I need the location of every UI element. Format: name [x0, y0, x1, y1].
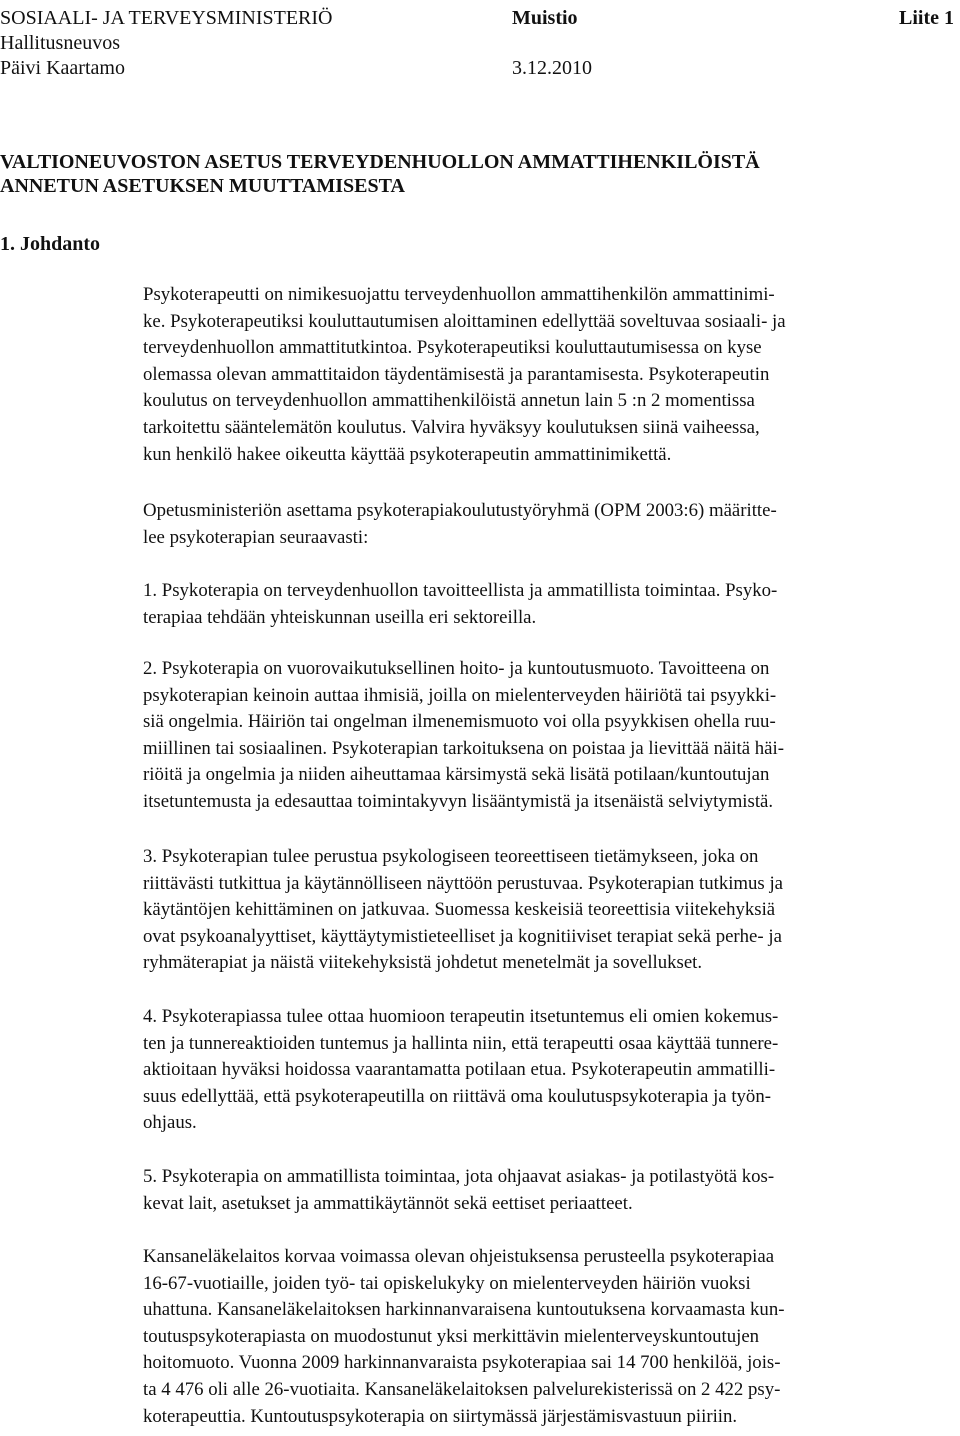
section-heading: 1. Johdanto: [0, 233, 101, 255]
definition-item-5: [143, 1164, 959, 1217]
text-line: toutuspsykoterapiasta on muodostunut yksi merkittävin mielenterveyskuntoutujen: [143, 1325, 760, 1347]
text-line: terapiaa tehdään yhteiskunnan useilla eri sektoreilla.: [143, 606, 537, 628]
text-line: ryhmäterapiat ja näistä viitekehyksistä johdetut menetelmät ja sovellukset.: [143, 952, 703, 974]
text-line: hoitomuoto. Vuonna 2009 harkinnanvaraista psykoterapiaa sai 14 700 henkilöä, jois-: [143, 1352, 781, 1374]
text-line: lee psykoterapian seuraavasti:: [143, 526, 369, 548]
text-line: 16-67-vuotiaille, joiden työ- tai opiskelukyky on mielenterveyden häiriön vuoksi: [143, 1272, 751, 1294]
text-line: koulutus on terveydenhuollon ammattihenkilöistä annetun lain 5 :n 2 momentissa: [143, 390, 755, 412]
document-date: 3.12.2010: [512, 57, 592, 79]
text-line: ke. Psykoterapeutiksi kouluttautumisen aloittaminen edellyttää soveltuvaa sosiaali- ja: [143, 310, 786, 332]
page-title: [0, 150, 760, 198]
paragraph-intro: [143, 282, 959, 468]
attachment-label: Liite 1: [899, 7, 954, 29]
text-line: Psykoterapeutti on nimikesuojattu terveydenhuollon ammattihenkilön ammattinimi-: [143, 284, 775, 305]
text-line: riittävästi tutkittua ja käytännölliseen näyttöön perustuvaa. Psykoterapian tutkimus ja: [143, 872, 783, 894]
text-line: käytäntöjen kehittäminen on jatkuvaa. Suomessa keskeisiä teoreettisia viitekehyksiä: [143, 899, 776, 921]
definition-item-4: [143, 1004, 959, 1137]
text-line: itsetuntemusta ja edesauttaa toimintakyvyn lisääntymistä ja itsenäistä selviytymistä.: [143, 790, 774, 812]
text-line: terveydenhuollon ammattitutkintoa. Psykoterapeutiksi kouluttautumisessa on kyse: [143, 337, 762, 359]
author-name: Päivi Kaartamo: [0, 57, 125, 79]
organization-name: SOSIAALI- JA TERVEYSMINISTERIÖ: [0, 7, 333, 29]
text-line: 3. Psykoterapian tulee perustua psykologiseen teoreettiseen tietämykseen, joka on: [143, 846, 759, 867]
document-type: Muistio: [512, 7, 578, 29]
text-line: tarkoitettu sääntelemätön koulutus. Valvira hyväksyy koulutuksen siinä vaiheessa,: [143, 416, 760, 438]
definition-item-2: [143, 656, 959, 816]
text-line: koterapeuttia. Kuntoutuspsykoterapia on siirtymässä järjestämisvastuun piiriin.: [143, 1405, 738, 1427]
text-line: riöitä ja ongelmia ja niiden aiheuttamaa kärsimystä sekä lisätä potilaan/kuntoutujan: [143, 764, 770, 786]
text-line: suus edellyttää, että psykoterapeutilla on riittävä oma koulutuspsykoterapia ja työn-: [143, 1085, 771, 1107]
text-line: uhattuna. Kansaneläkelaitoksen harkinnanvaraisena kuntoutuksena korvaamasta kun-: [143, 1299, 785, 1321]
text-line: 1. Psykoterapia on terveydenhuollon tavoitteellista ja ammatillista toimintaa. Psyko-: [143, 580, 778, 601]
text-line: miillinen tai sosiaalinen. Psykoterapian tarkoituksena on poistaa ja lievittää näitä häi-: [143, 737, 784, 759]
text-line: kevat lait, asetukset ja ammattikäytännöt sekä eettiset periaatteet.: [143, 1192, 633, 1214]
author-role: Hallitusneuvos: [0, 32, 120, 54]
text-line: siä ongelmia. Häiriön tai ongelman ilmenemismuoto voi olla psyykkisen ohella ruu-: [143, 711, 776, 733]
text-line: Kansaneläkelaitos korvaa voimassa olevan ohjeistuksensa perusteella psykoterapiaa: [143, 1246, 775, 1267]
definition-item-1: [143, 578, 959, 631]
title-line: VALTIONEUVOSTON ASETUS TERVEYDENHUOLLON AMMATTIHENKILÖISTÄ: [0, 151, 760, 173]
text-line: psykoterapian keinoin auttaa ihmisiä, joilla on mielenterveyden häiriötä tai psyykki-: [143, 684, 777, 706]
paragraph-kela: [143, 1244, 959, 1430]
text-line: ovat psykoanalyyttiset, käyttäytymistieteelliset ja kognitiiviset terapiat sekä perhe- ja: [143, 925, 782, 947]
text-line: aktioitaan hyväksi hoidossa vaarantamatta potilaan etua. Psykoterapeutin ammatilli-: [143, 1059, 776, 1081]
text-line: 5. Psykoterapia on ammatillista toimintaa, jota ohjaavat asiakas- ja potilastyötä kos-: [143, 1166, 775, 1187]
text-line: ohjaus.: [143, 1112, 197, 1134]
text-line: 4. Psykoterapiassa tulee ottaa huomioon terapeutin itsetuntemus eli omien kokemus-: [143, 1006, 779, 1027]
text-line: Opetusministeriön asettama psykoterapiakoulutustyöryhmä (OPM 2003:6) määritte-: [143, 500, 777, 521]
text-line: 2. Psykoterapia on vuorovaikutuksellinen hoito- ja kuntoutusmuoto. Tavoitteena on: [143, 658, 770, 679]
text-line: olemassa olevan ammattitaidon täydentämisestä ja parantamisesta. Psykoterapeutin: [143, 363, 770, 385]
paragraph-opm-definition: [143, 498, 959, 551]
text-line: kun henkilö hakee oikeutta käyttää psykoterapeutin ammattinimikettä.: [143, 443, 672, 465]
text-line: ten ja tunnereaktioiden tuntemus ja hallinta niin, että terapeutti osaa käyttää tunnere-: [143, 1032, 779, 1054]
definition-item-3: [143, 844, 959, 977]
title-line: ANNETUN ASETUKSEN MUUTTAMISESTA: [0, 175, 405, 197]
text-line: ta 4 476 oli alle 26-vuotiaita. Kansaneläkelaitoksen palvelurekisterissä on 2 422 psy-: [143, 1378, 781, 1400]
